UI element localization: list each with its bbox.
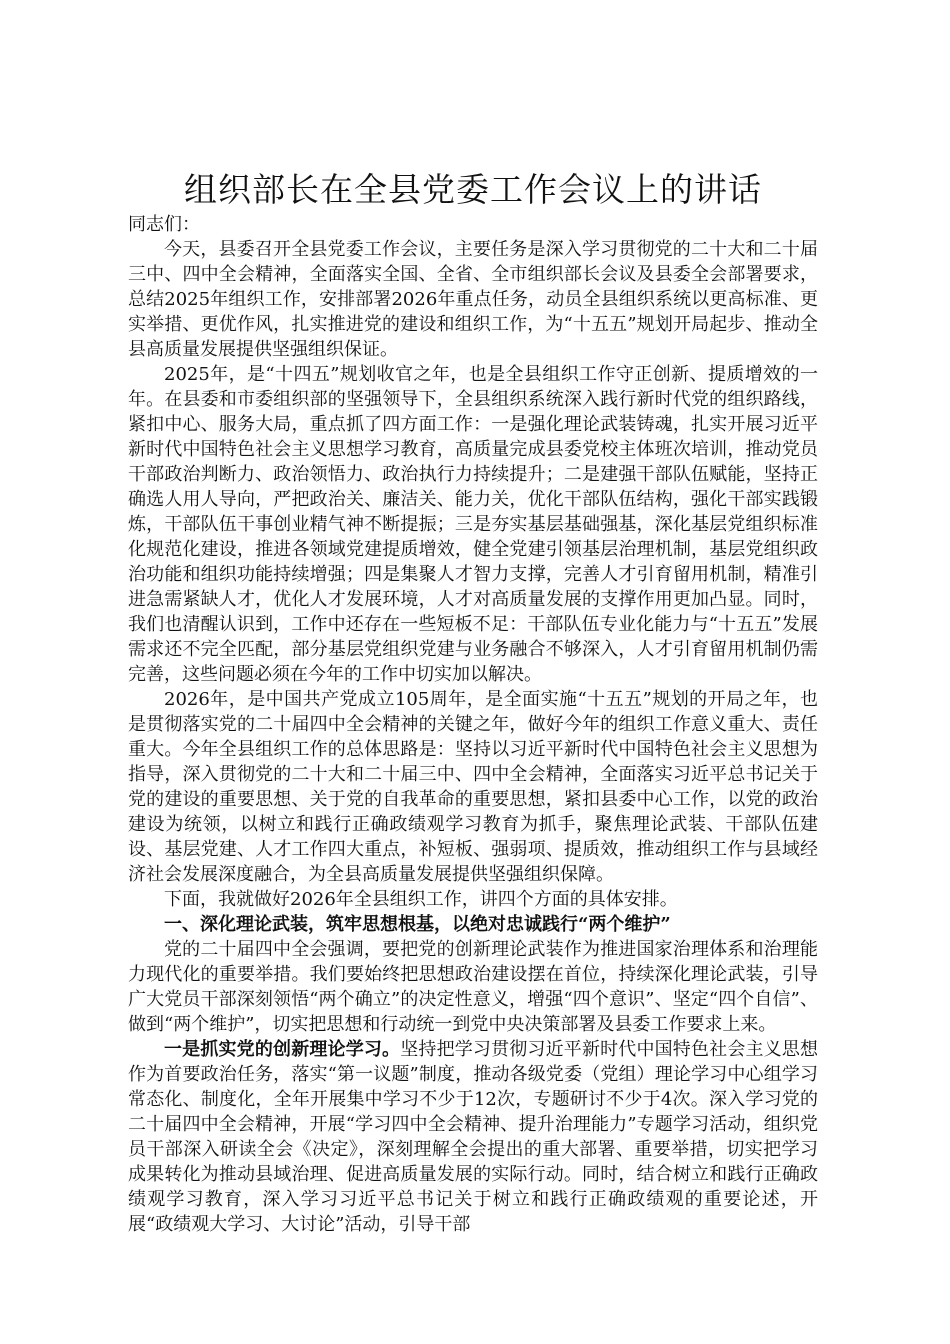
section-1-item-1 — [128, 1037, 818, 1237]
section-1-intro: 党的二十届四中全会强调，要把党的创新理论武装作为推进国家治理体系和治理能力现代化的重要举措。我们要始终把思想政治建设摆在首位，持续深化理论武装，引导广大党员干部深刻领悟“两个确立”的决定性意义，增强“四个意识”、坚定“四个自信”、做到“两个维护”，切实把思想和行动统一到党中央决策部署及县委工作要求上来。 — [128, 939, 818, 1035]
paragraph-2025-review: 2025年，是“十四五”规划收官之年，也是全县组织工作守正创新、提质增效的一年。在县委和市委组织部的坚强领导下，全县组织系统深入践行新时代党的组织路线，紧扣中心、服务大局，重点抓了四方面工作：一是强化理论武装铸魂，扎实开展习近平新时代中国特色社会主义思想学习教育，高质量完成县委党校主体班次培训，推动党员干部政治判断力、政治领悟力、政治执行力持续提升；二是建强干部队伍赋能，坚持正确选人用人导向，严把政治关、廉洁关、能力关，优化干部队伍结构，强化干部实践锻炼，干部队伍干事创业精气神不断提振；三是夯实基层基础强基，深化基层党组织标准化规范化建设，推进各领域党建提质增效，健全党建引领基层治理机制，基层党组织政治功能和组织功能持续增强；四是集聚人才智力支撑，完善人才引育留用机制，精准引进急需紧缺人才，优化人才发展环境，人才对高质量发展的支撑作用更加凸显。同时，我们也清醒认识到，工作中还存在一些短板不足：干部队伍专业化能力与“十五五”发展需求还不完全匹配，部分基层党组织党建与业务融合不够深入，人才引育留用机制仍需完善，这些问题必须在今年的工作中切实加以解决。 — [128, 364, 818, 685]
paragraph-intro: 今天，县委召开全县党委工作会议，主要任务是深入学习贯彻党的二十大和二十届三中、四中全会精神，全面落实全国、全省、全市组织部长会议及县委全会部署要求，总结2025年组织工作，安排部署2026年重点任务，动员全县组织系统以更高标准、更实举措、更优作风，扎实推进党的建设和组织工作，为“十五五”规划开局起步、推动全县高质量发展提供坚强组织保证。 — [128, 239, 818, 360]
item-lead: 一是抓实党的创新理论学习。 — [164, 1039, 401, 1060]
section-heading-1: 一、深化理论武装，筑牢思想根基，以绝对忠诚践行“两个维护” — [164, 914, 671, 935]
document-title: 组织部长在全县党委工作会议上的讲话 — [184, 170, 762, 209]
salutation: 同志们： — [128, 214, 200, 235]
document-page — [128, 168, 818, 1237]
paragraph-2026-plan: 2026年，是中国共产党成立105周年，是全面实施“十五五”规划的开局之年，也是贯彻落实党的二十届四中全会精神的关键之年，做好今年的组织工作意义重大、责任重大。今年全县组织工作的总体思路是：坚持以习近平新时代中国特色社会主义思想为指导，深入贯彻党的二十大和二十届三中、四中全会精神，全面落实习近平总书记关于党的建设的重要思想、关于党的自我革命的重要思想，紧扣县委中心工作，以党的政治建设为统领，以树立和践行正确政绩观学习教育为抓手，聚焦理论武装、干部队伍建设、基层党建、人才工作四大重点，补短板、强弱项、提质效，推动组织工作与县域经济社会发展深度融合，为全县高质量发展提供坚强组织保障。 — [128, 689, 818, 885]
item-body: 坚持把学习贯彻习近平新时代中国特色社会主义思想作为首要政治任务，落实“第一议题”制度，推动各级党委（党组）理论学习中心组学习常态化、制度化，全年开展集中学习不少于12次，专题研讨不少于4次。深入学习党的二十届四中全会精神，开展“学习四中全会精神、提升治理能力”专题学习活动，组织党员干部深入研读全会《决定》，深刻理解全会提出的重大部署、重要举措，切实把学习成果转化为推动县域治理、促进高质量发展的实际行动。同时，结合树立和践行正确政绩观学习教育，深入学习习近平总书记关于树立和践行正确政绩观的重要论述，开展“政绩观大学习、大讨论”活动，引导干部 — [128, 1039, 819, 1235]
paragraph-transition: 下面，我就做好2026年全县组织工作，讲四个方面的具体安排。 — [164, 889, 678, 910]
